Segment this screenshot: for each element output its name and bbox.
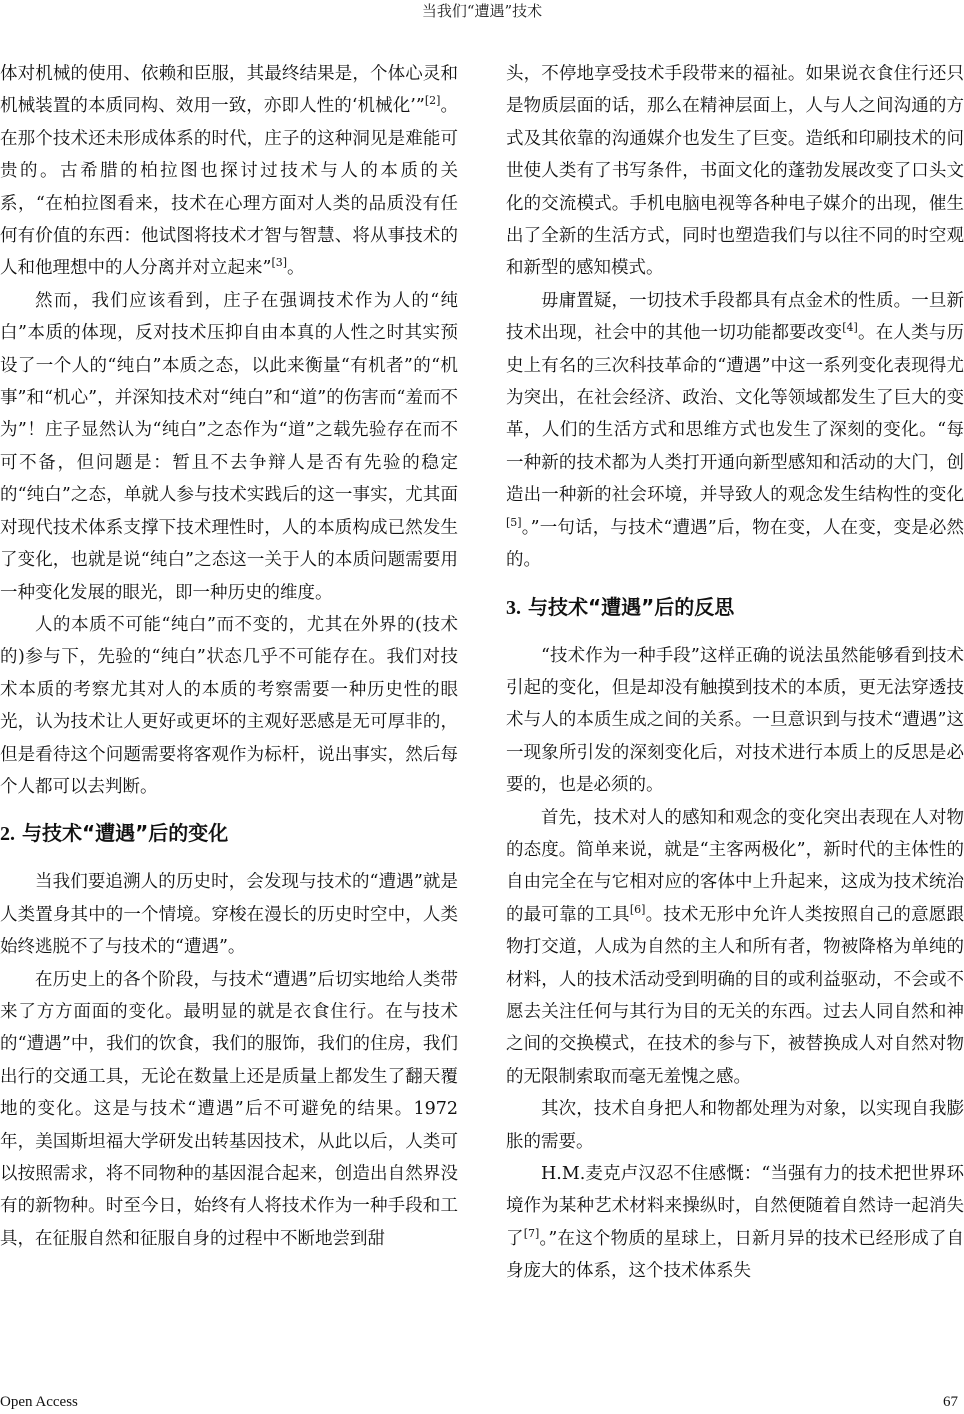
citation: [4]: [842, 321, 858, 335]
paragraph-text: 。技术无形中允许人类按照自己的意愿跟物打交道，人成为自然的主人和所有者，物被降格为单纯的材料，人的技术活动受到明确的目的或利益驱动，不会或不愿去关注任何与其行为目的无关的东西。过去人同自然和神之间的交换模式，在技术的参与下，被替换成人对自然对物的无限制索取而毫无羞愧之感。: [506, 904, 964, 1087]
section-number: 2.: [0, 823, 15, 846]
paragraph: 在历史上的各个阶段，与技术“遭遇”后切实地给人类带来了方方面面的变化。最明显的就是衣食住行。在与技术的“遭遇”中，我们的饮食，我们的服饰，我们的住房，我们出行的交通工具，无论在数量上还是质量上都发生了翻天覆地的变化。这是与技术“遭遇”后不可避免的结果。1972年，美国斯坦福大学研发出转基因技术，从此以后，人类可以按照需求，将不同物种的基因混合起来，创造出自然界没有的新物种。时至今日，始终有人将技术作为一种手段和工具，在征服自然和征服自身的过程中不断地尝到甜: [0, 969, 458, 1249]
paragraph: [506, 285, 964, 577]
section-title: 与技术“遭遇”后的反思: [527, 594, 735, 619]
paragraph-text: 。在那个技术还未形成体系的时代，庄子的这种洞见是难能可贵的。古希腊的柏拉图也探讨过技术与人的本质的关系，“在柏拉图看来，技术在心理方面对人类的品质没有任何有价值的东西：他试图将技术才智与智慧、将从事技术的人和他理想中的人分离并对立起来”: [0, 96, 458, 279]
citation: [3]: [271, 256, 288, 270]
running-title: 当我们“遭遇”技术: [421, 2, 543, 20]
paragraph-text: H.M.麦克卢汉忍不住感慨：“当强有力的技术把世界环境作为某种艺术材料来操纵时，自然便随着自然诗一起消失了: [506, 1164, 964, 1249]
paragraph-text: 体对机械的使用、依赖和臣服，其最终结果是，个体心灵和机械装置的本质同构、效用一致，亦即人性的‘机械化’”: [0, 64, 458, 117]
section-heading: [0, 815, 458, 852]
paragraph: “技术作为一种手段”这样正确的说法虽然能够看到技术引起的变化，但是却没有触摸到技术的本质，更无法穿透技术与人的本质生成之间的关系。一旦意识到与技术“遭遇”这一现象所引发的深刻变化后，对技术进行本质上的反思是必要的，也是必须的。: [506, 645, 964, 796]
paragraph: 人的本质不可能“纯白”而不变的，尤其在外界的(技术的)参与下，先验的“纯白”状态几乎不可能存在。我们对技术本质的考察尤其对人的本质的考察需要一种历史性的眼光，认为技术让人更好或更坏的主观好恶感是无可厚非的，但是看待这个问题需要将客观作为标杆，说出事实，然后每个人都可以去判断。: [0, 614, 458, 797]
right-column: [506, 58, 964, 1288]
paragraph-text: 。”一句话，与技术“遭遇”后，物在变，人在变，变是必然的。: [506, 517, 964, 571]
paragraph: 当我们要追溯人的历史时，会发现与技术的“遭遇”就是人类置身其中的一个情境。穿梭在漫长的历史时空中，人类始终逃脱不了与技术的“遭遇”。: [0, 872, 458, 958]
paragraph-text: 。: [287, 258, 305, 279]
paragraph: [506, 802, 964, 1094]
section-heading: [506, 589, 964, 626]
paragraph: [0, 58, 458, 285]
section-title: 与技术“遭遇”后的变化: [21, 821, 229, 846]
citation: [2]: [424, 94, 441, 108]
page-number: 67: [943, 1394, 958, 1410]
left-column: [0, 58, 458, 1255]
paragraph-text: 。”在这个物质的星球上，日新月异的技术已经形成了自身庞大的体系，这个技术体系失: [506, 1228, 964, 1282]
paragraph: 然而，我们应该看到，庄子在强调技术作为人的“纯白”本质的体现，反对技术压抑自由本真的人性之时其实预设了一个人的“纯白”本质之态，以此来衡量“有机者”的“机事”和“机心”，并深知技术对“纯白”和“道”的伤害而“羞而不为”！庄子显然认为“纯白”之态作为“道”之载先验存在而不可不备，但问题是：暂且不去争辩人是否有先验的稳定的“纯白”之态，单就人参与技术实践后的这一事实，尤其面对现代技术体系支撑下技术理性时，人的本质构成已然发生了变化，也就是说“纯白”之态这一关于人的本质问题需要用一种变化发展的眼光，即一种历史的维度。: [0, 290, 458, 603]
paragraph: 其次，技术自身把人和物都处理为对象，以实现自我膨胀的需要。: [506, 1099, 964, 1152]
paragraph: [506, 1158, 964, 1288]
paragraph-text: 首先，技术对人的感知和观念的变化突出表现在人对物的态度。简单来说，就是“主客两极化”，新时代的主体性的自由完全在与它相对应的客体中上升起来，这成为技术统治的最可靠的工具: [506, 807, 964, 925]
paragraph-text: 。在人类与历史上有名的三次科技革命的“遭遇”中这一系列变化表现得尤为突出，在社会经济、政治、文化等领域都发生了巨大的变革，人们的生活方式和思维方式也发生了深刻的变化。“每一种新的技术都为人类打开通向新型感知和活动的大门，创造出一种新的社会环境，并导致人的观念发生结构性的变化: [506, 323, 964, 506]
citation: [5]: [506, 515, 522, 529]
paragraph: 头，不停地享受技术手段带来的福祉。如果说衣食住行还只是物质层面的话，那么在精神层面上，人与人之间沟通的方式及其依靠的沟通媒介也发生了巨变。造纸和印刷技术的问世使人类有了书写条件，书面文化的蓬勃发展改变了口头文化的交流模式。手机电脑电视等各种电子媒介的出现，催生出了全新的生活方式，同时也塑造我们与以往不同的时空观和新型的感知模式。: [506, 64, 964, 279]
paragraph-text: 毋庸置疑，一切技术手段都具有点金术的性质。一旦新技术出现，社会中的其他一切功能都要改变: [506, 290, 964, 344]
citation: [7]: [523, 1226, 540, 1240]
citation: [6]: [629, 902, 646, 916]
journal-name: Open Access: [0, 1394, 78, 1410]
section-number: 3.: [506, 596, 521, 619]
